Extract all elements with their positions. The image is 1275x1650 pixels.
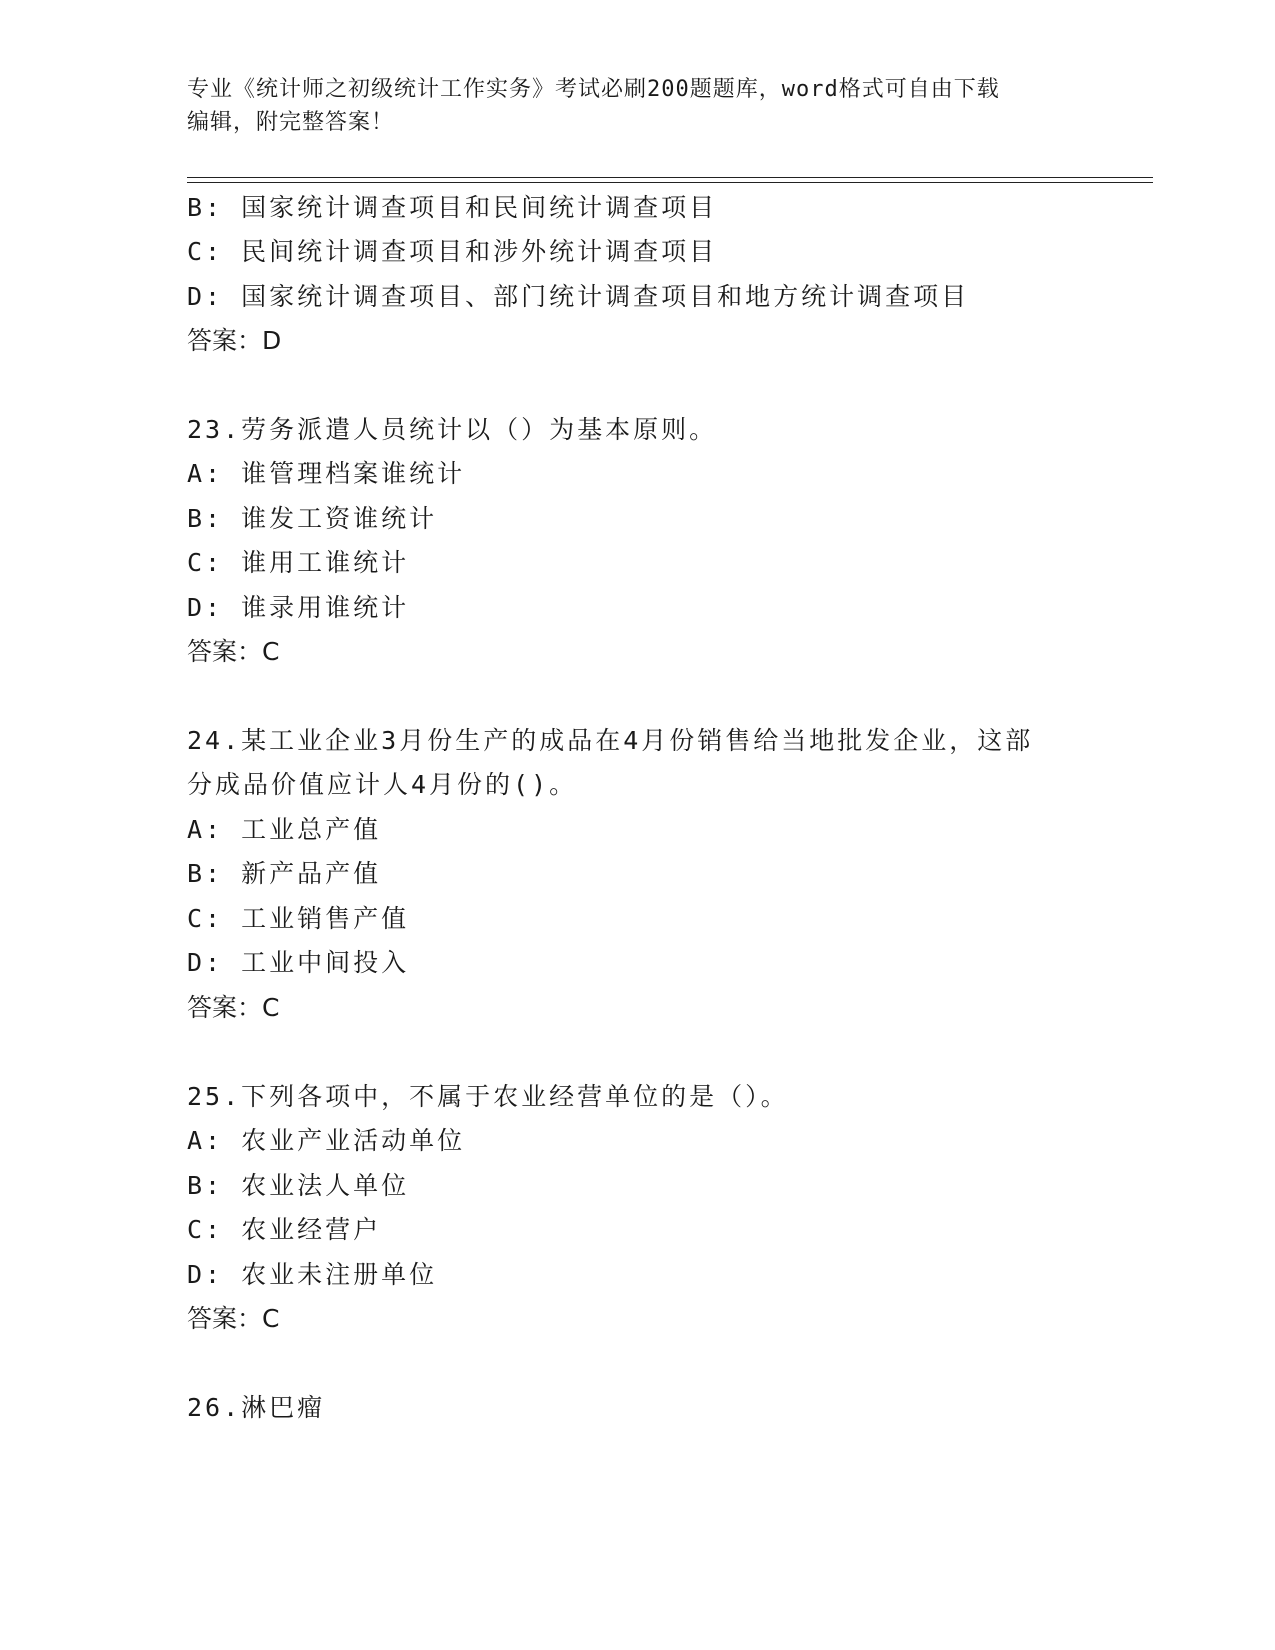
header-divider-top bbox=[187, 177, 1153, 178]
q25-option-b: B: 农业法人单位 bbox=[187, 1171, 410, 1200]
q26-stem: 26.淋巴瘤 bbox=[187, 1393, 326, 1422]
q24-option-c: C: 工业销售产值 bbox=[187, 904, 410, 933]
header-line-2: 编辑，附完整答案！ bbox=[187, 110, 395, 135]
q25-answer: 答案：C bbox=[187, 1304, 280, 1333]
q24-stem-line-2: 分成品价值应计人4月份的()。 bbox=[187, 770, 578, 799]
header-divider-bottom bbox=[187, 182, 1153, 183]
q24-option-d: D: 工业中间投入 bbox=[187, 948, 410, 977]
q23-option-d: D: 谁录用谁统计 bbox=[187, 593, 410, 622]
q25-option-c: C: 农业经营户 bbox=[187, 1215, 382, 1244]
q25-stem: 25.下列各项中，不属于农业经营单位的是（）。 bbox=[187, 1082, 789, 1111]
q23-option-a: A: 谁管理档案谁统计 bbox=[187, 459, 466, 488]
q24-answer: 答案：C bbox=[187, 993, 280, 1022]
q25-option-a: A: 农业产业活动单位 bbox=[187, 1126, 466, 1155]
header-line-1: 专业《统计师之初级统计工作实务》考试必刷200题题库，word格式可自由下载 bbox=[187, 77, 1000, 102]
q24-stem-line-1: 24.某工业企业3月份生产的成品在4月份销售给当地批发企业，这部 bbox=[187, 726, 1034, 755]
q24-option-b: B: 新产品产值 bbox=[187, 859, 382, 888]
q22-option-c: C: 民间统计调查项目和涉外统计调查项目 bbox=[187, 237, 718, 266]
q22-option-d: D: 国家统计调查项目、部门统计调查项目和地方统计调查项目 bbox=[187, 282, 970, 311]
q24-option-a: A: 工业总产值 bbox=[187, 815, 382, 844]
q22-option-b: B: 国家统计调查项目和民间统计调查项目 bbox=[187, 193, 718, 222]
q25-option-d: D: 农业未注册单位 bbox=[187, 1260, 438, 1289]
q22-answer: 答案：D bbox=[187, 326, 282, 355]
q23-stem: 23.劳务派遣人员统计以（）为基本原则。 bbox=[187, 415, 718, 444]
q23-answer: 答案：C bbox=[187, 637, 280, 666]
q23-option-b: B: 谁发工资谁统计 bbox=[187, 504, 438, 533]
document-header bbox=[187, 73, 1087, 139]
q23-option-c: C: 谁用工谁统计 bbox=[187, 548, 410, 577]
